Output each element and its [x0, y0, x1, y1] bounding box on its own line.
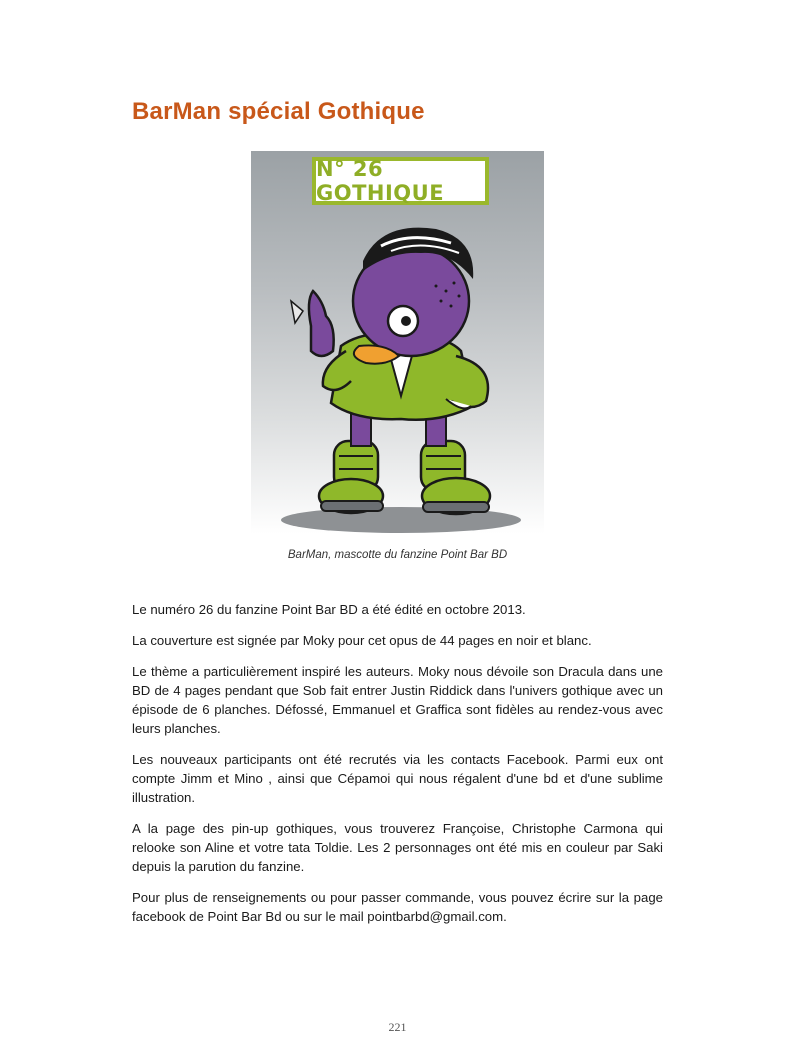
paragraph: Le thème a particulièrement inspiré les auteurs. Moky nous dévoile son Dracula dans une BD de 4 pages pendant que Sob fait entrer Justin Riddick dans l'univers gothique avec un épisode de 6 planches. Défossé, Emmanuel et Graffica sont fidèles au rendez-vous avec leurs planches. [132, 664, 663, 736]
article-body [132, 600, 663, 938]
page-title: BarMan spécial Gothique [132, 98, 425, 125]
paragraph: La couverture est signée par Moky pour cet opus de 44 pages en noir et blanc. [132, 633, 592, 648]
cover-illustration [251, 151, 544, 534]
issue-badge-text: N° 26 GOTHIQUE [316, 157, 445, 205]
paragraph: Le numéro 26 du fanzine Point Bar BD a été édité en octobre 2013. [132, 602, 526, 617]
raised-hand [309, 291, 334, 356]
right-boot [421, 441, 490, 514]
barman-mascot-drawing [251, 151, 544, 534]
left-boot [319, 441, 383, 513]
paragraph: Les nouveaux participants ont été recrutés via les contacts Facebook. Parmi eux ont compte Jimm et Mino , ainsi que Cépamoi qui nous régalent d'une bd et d'une sublime illustration. [132, 752, 663, 805]
paragraph: A la page des pin-up gothiques, vous trouverez Françoise, Christophe Carmona qui relooke son Aline et votre tata Toldie. Les 2 personnages ont été mis en couleur par Saki depuis la parution du fanzine. [132, 821, 663, 874]
paragraph: Pour plus de renseignements ou pour passer commande, vous pouvez écrire sur la page facebook de Point Bar Bd ou sur le mail pointbarbd@gmail.com. [132, 890, 663, 924]
issue-badge [312, 157, 489, 205]
page-number: 221 [388, 1020, 407, 1034]
figure-caption: BarMan, mascotte du fanzine Point Bar BD [287, 549, 508, 561]
